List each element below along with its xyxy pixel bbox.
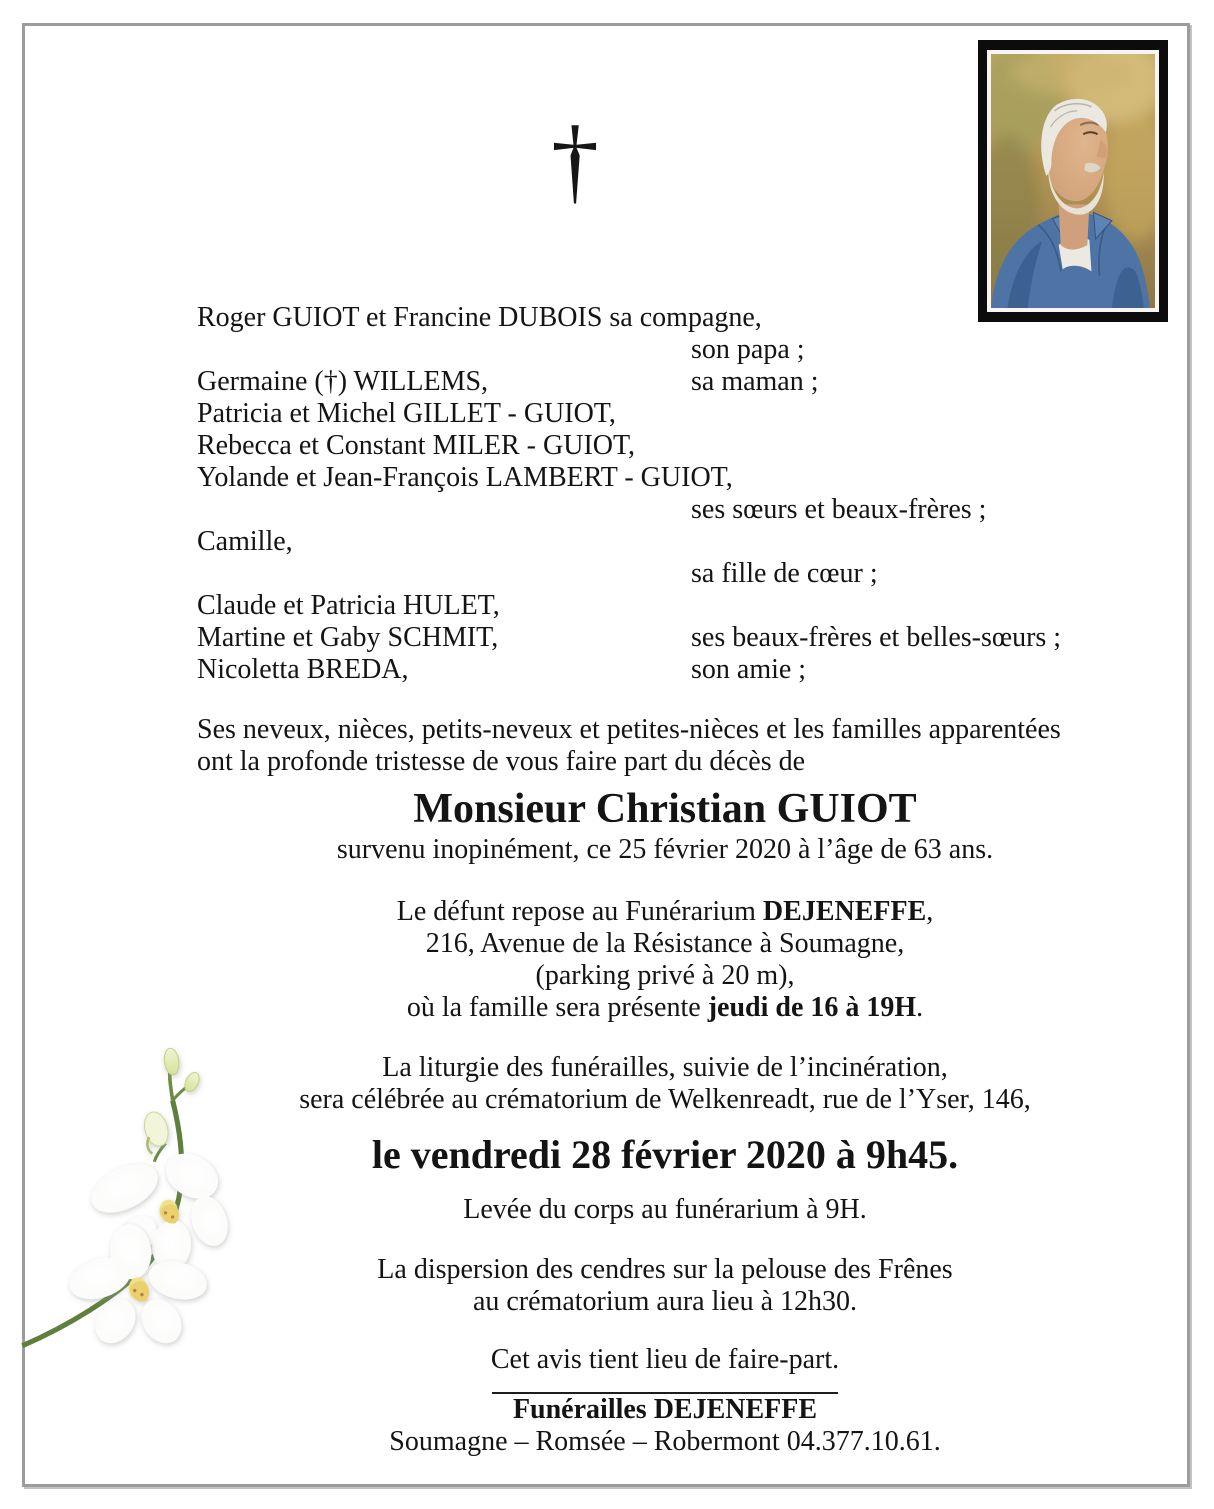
family-names: Nicoletta BREDA, bbox=[197, 654, 409, 685]
ashes-line: au crématorium aura lieu à 12h30. bbox=[472, 1286, 858, 1317]
family-row bbox=[197, 398, 1133, 430]
ashes-block bbox=[197, 1254, 1133, 1318]
liturgy-line: sera célébrée au crématorium de Welkenreadt, rue de l’Yser, 146, bbox=[299, 1084, 1031, 1115]
funeral-home-name: Funérailles DEJENEFFE bbox=[512, 1394, 818, 1425]
repose-block bbox=[197, 896, 1133, 1024]
portrait-frame bbox=[978, 40, 1168, 322]
family-row bbox=[197, 526, 1133, 558]
family-names: Roger GUIOT et Francine DUBOIS sa compagne, bbox=[197, 302, 762, 333]
family-names: Rebecca et Constant MILER - GUIOT, bbox=[197, 430, 636, 461]
family-row bbox=[197, 302, 1133, 334]
repose-line: 216, Avenue de la Résistance à Soumagne, bbox=[425, 928, 905, 959]
family-relation: son amie ; bbox=[691, 654, 807, 685]
family-relation: sa fille de cœur ; bbox=[691, 558, 878, 589]
family-row bbox=[197, 366, 1133, 398]
orchid-flower-image bbox=[15, 1035, 273, 1357]
funeral-home-locations: Soumagne – Romsée – Robermont 04.377.10.61. bbox=[389, 1426, 941, 1457]
family-row bbox=[197, 654, 1133, 686]
notice: Cet avis tient lieu de faire-part. bbox=[490, 1344, 840, 1375]
funeral-date: le vendredi 28 février 2020 à 9h45. bbox=[371, 1132, 959, 1177]
ashes-line: La dispersion des cendres sur la pelouse des Frênes bbox=[377, 1254, 953, 1285]
family-row bbox=[197, 590, 1133, 622]
family-row bbox=[197, 494, 1133, 526]
family-relation: sa maman ; bbox=[691, 366, 819, 397]
portrait-photo bbox=[987, 50, 1159, 312]
family-names: Yolande et Jean-François LAMBERT - GUIOT, bbox=[197, 462, 733, 493]
repose-text: Le défunt repose au Funérarium bbox=[396, 896, 763, 927]
announcement-line: ont la profonde tristesse de vous faire part du décès de bbox=[197, 746, 806, 777]
repose-line: (parking privé à 20 m), bbox=[535, 960, 795, 991]
family-list bbox=[197, 302, 1133, 686]
family-row bbox=[197, 558, 1133, 590]
liturgy-line: La liturgie des funérailles, suivie de l’incinération, bbox=[382, 1052, 948, 1083]
family-relation: ses sœurs et beaux-frères ; bbox=[691, 494, 987, 525]
family-row bbox=[197, 334, 1133, 366]
announcement-line: Ses neveux, nièces, petits-neveux et petites-nièces et les familles apparentées bbox=[197, 714, 1061, 745]
family-row bbox=[197, 622, 1133, 654]
family-row bbox=[197, 462, 1133, 494]
family-names: Martine et Gaby SCHMIT, bbox=[197, 622, 499, 653]
deceased-name: Monsieur Christian GUIOT bbox=[413, 786, 917, 832]
body-removal: Levée du corps au funérarium à 9H. bbox=[463, 1194, 867, 1225]
family-names: Camille, bbox=[197, 526, 293, 557]
repose-text: , bbox=[926, 896, 934, 927]
death-details: survenu inopinément, ce 25 février 2020 à l’âge de 63 ans. bbox=[336, 834, 994, 865]
footer bbox=[197, 1392, 1133, 1458]
obituary-content bbox=[197, 302, 1133, 1458]
repose-text: . bbox=[916, 992, 924, 1023]
family-names: Claude et Patricia HULET, bbox=[197, 590, 500, 621]
memorial-cross-icon: † bbox=[551, 106, 599, 213]
family-relation: son papa ; bbox=[691, 334, 805, 365]
announcement bbox=[197, 714, 1133, 778]
liturgy-block bbox=[197, 1052, 1133, 1116]
family-relation: ses beaux-frères et belles-sœurs ; bbox=[691, 622, 1062, 653]
repose-text: où la famille sera présente bbox=[406, 992, 708, 1023]
family-names: Patricia et Michel GILLET - GUIOT, bbox=[197, 398, 616, 429]
visiting-hours: jeudi de 16 à 19H bbox=[707, 992, 917, 1023]
repose-line bbox=[197, 896, 1133, 928]
family-names: Germaine (†) WILLEMS, bbox=[197, 366, 489, 397]
family-row bbox=[197, 430, 1133, 462]
repose-line bbox=[197, 992, 1133, 1024]
funeral-home-name-inline: DEJENEFFE bbox=[762, 896, 927, 927]
